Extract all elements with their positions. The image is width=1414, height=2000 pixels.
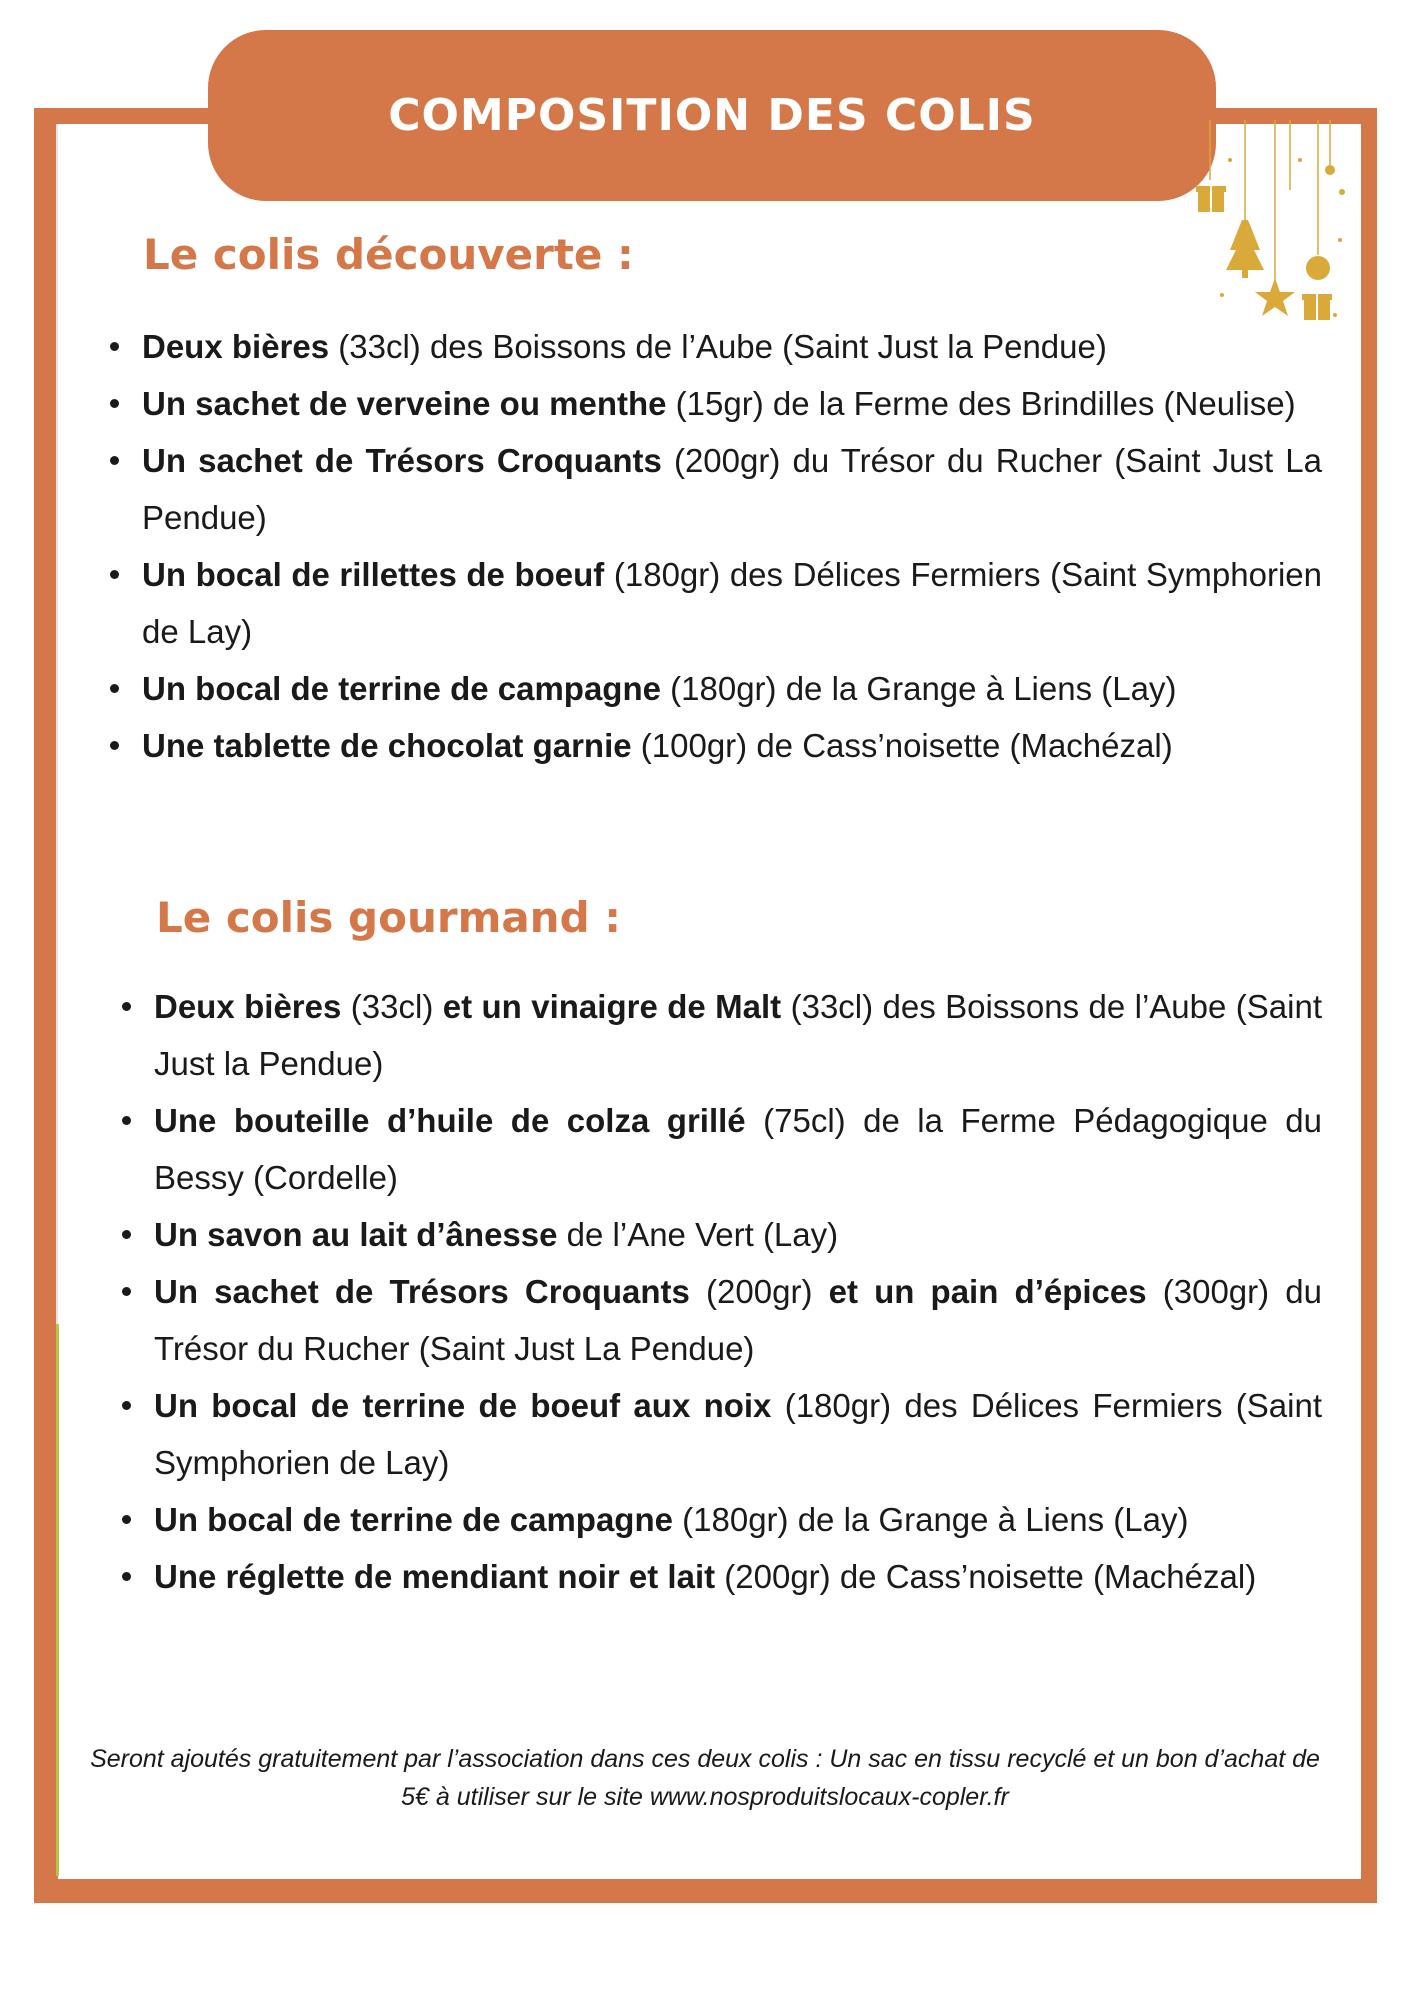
- decouverte-items-list: [142, 318, 1322, 774]
- bullet-icon: [122, 1287, 131, 1296]
- bullet-icon: [110, 399, 119, 408]
- item-detail: (33cl): [341, 988, 443, 1025]
- item-detail: de l’Ane Vert (Lay): [557, 1216, 839, 1253]
- item-detail: (180gr) de la Grange à Liens (Lay): [660, 670, 1177, 707]
- item-product-name: Une tablette de chocolat garnie: [142, 727, 632, 764]
- footnote: Seront ajoutés gratuitement par l’association dans ces deux colis : Un sac en tissu recyclé et un bon d’achat de 5€ à utiliser sur le site www.nosproduitslocaux-copler.fr: [90, 1745, 1320, 1811]
- left-accent-line: [56, 124, 58, 1324]
- item-detail: (180gr) de la Grange à Liens (Lay): [672, 1501, 1189, 1538]
- item-detail: (180gr) des Délices Fermiers (Saint Symphorien de Lay): [142, 556, 1322, 650]
- bullet-icon: [110, 342, 119, 351]
- item-detail: (180gr) des Délices Fermiers (Saint Symphorien de Lay): [154, 1387, 1322, 1481]
- item-product-name: Deux bières: [142, 328, 330, 365]
- bullet-icon: [122, 1515, 131, 1524]
- item-product-name: Un bocal de rillettes de boeuf: [142, 556, 605, 593]
- header-banner: [208, 30, 1216, 201]
- item-product-name: Un bocal de terrine de campagne: [142, 670, 661, 707]
- item-detail: (33cl) des Boissons de l’Aube (Saint Just la Pendue): [154, 988, 1323, 1082]
- item-detail: (200gr): [689, 1273, 829, 1310]
- list-item: [154, 1548, 1322, 1605]
- page-title: COMPOSITION DES COLIS: [388, 90, 1036, 141]
- item-product-name: Une réglette de mendiant noir et lait: [154, 1558, 716, 1595]
- list-item: [142, 660, 1322, 717]
- item-detail: (200gr) du Trésor du Rucher (Saint Just La Pendue): [142, 442, 1322, 536]
- item-product-name: et un vinaigre de Malt: [442, 988, 782, 1025]
- list-item: [142, 432, 1322, 546]
- list-item: [154, 1377, 1322, 1491]
- left-accent-line-green: [56, 1324, 59, 1876]
- list-item: [142, 375, 1322, 432]
- item-product-name: Un savon au lait d’ânesse: [154, 1216, 558, 1253]
- item-product-name: et un pain d’épices: [828, 1273, 1147, 1310]
- bullet-icon: [110, 684, 119, 693]
- section-title-gourmand: Le colis gourmand :: [156, 893, 622, 942]
- item-product-name: Un bocal de terrine de campagne: [154, 1501, 673, 1538]
- item-detail: (15gr) de la Ferme des Brindilles (Neulise): [666, 385, 1296, 422]
- bullet-icon: [122, 1002, 131, 1011]
- item-product-name: Un sachet de Trésors Croquants: [154, 1273, 690, 1310]
- item-detail: (300gr) du Trésor du Rucher (Saint Just La Pendue): [154, 1273, 1322, 1367]
- item-detail: (75cl) de la Ferme Pédagogique du Bessy (Cordelle): [154, 1102, 1322, 1196]
- list-item: [154, 1491, 1322, 1548]
- christmas-ornaments-icon: [1180, 120, 1350, 330]
- item-detail: (200gr) de Cass’noisette (Machézal): [715, 1558, 1257, 1595]
- list-item: [142, 717, 1322, 774]
- item-detail: (33cl) des Boissons de l’Aube (Saint Just la Pendue): [329, 328, 1107, 365]
- list-item: [154, 978, 1322, 1092]
- item-product-name: Un sachet de verveine ou menthe: [142, 385, 667, 422]
- bullet-icon: [110, 570, 119, 579]
- bullet-icon: [122, 1572, 131, 1581]
- list-item: [142, 546, 1322, 660]
- bullet-icon: [110, 456, 119, 465]
- list-item: [154, 1206, 1322, 1263]
- bullet-icon: [122, 1401, 131, 1410]
- list-item: [154, 1263, 1322, 1377]
- section-title-decouverte: Le colis découverte :: [143, 230, 634, 279]
- bullet-icon: [122, 1230, 131, 1239]
- list-item: [142, 318, 1322, 375]
- item-detail: (100gr) de Cass’noisette (Machézal): [631, 727, 1173, 764]
- item-product-name: Un sachet de Trésors Croquants: [142, 442, 662, 479]
- item-product-name: Un bocal de terrine de boeuf aux noix: [154, 1387, 772, 1424]
- list-item: [154, 1092, 1322, 1206]
- gourmand-items-list: [154, 978, 1322, 1605]
- bullet-icon: [122, 1116, 131, 1125]
- bullet-icon: [110, 741, 119, 750]
- item-product-name: Deux bières: [154, 988, 342, 1025]
- item-product-name: Une bouteille d’huile de colza grillé: [154, 1102, 746, 1139]
